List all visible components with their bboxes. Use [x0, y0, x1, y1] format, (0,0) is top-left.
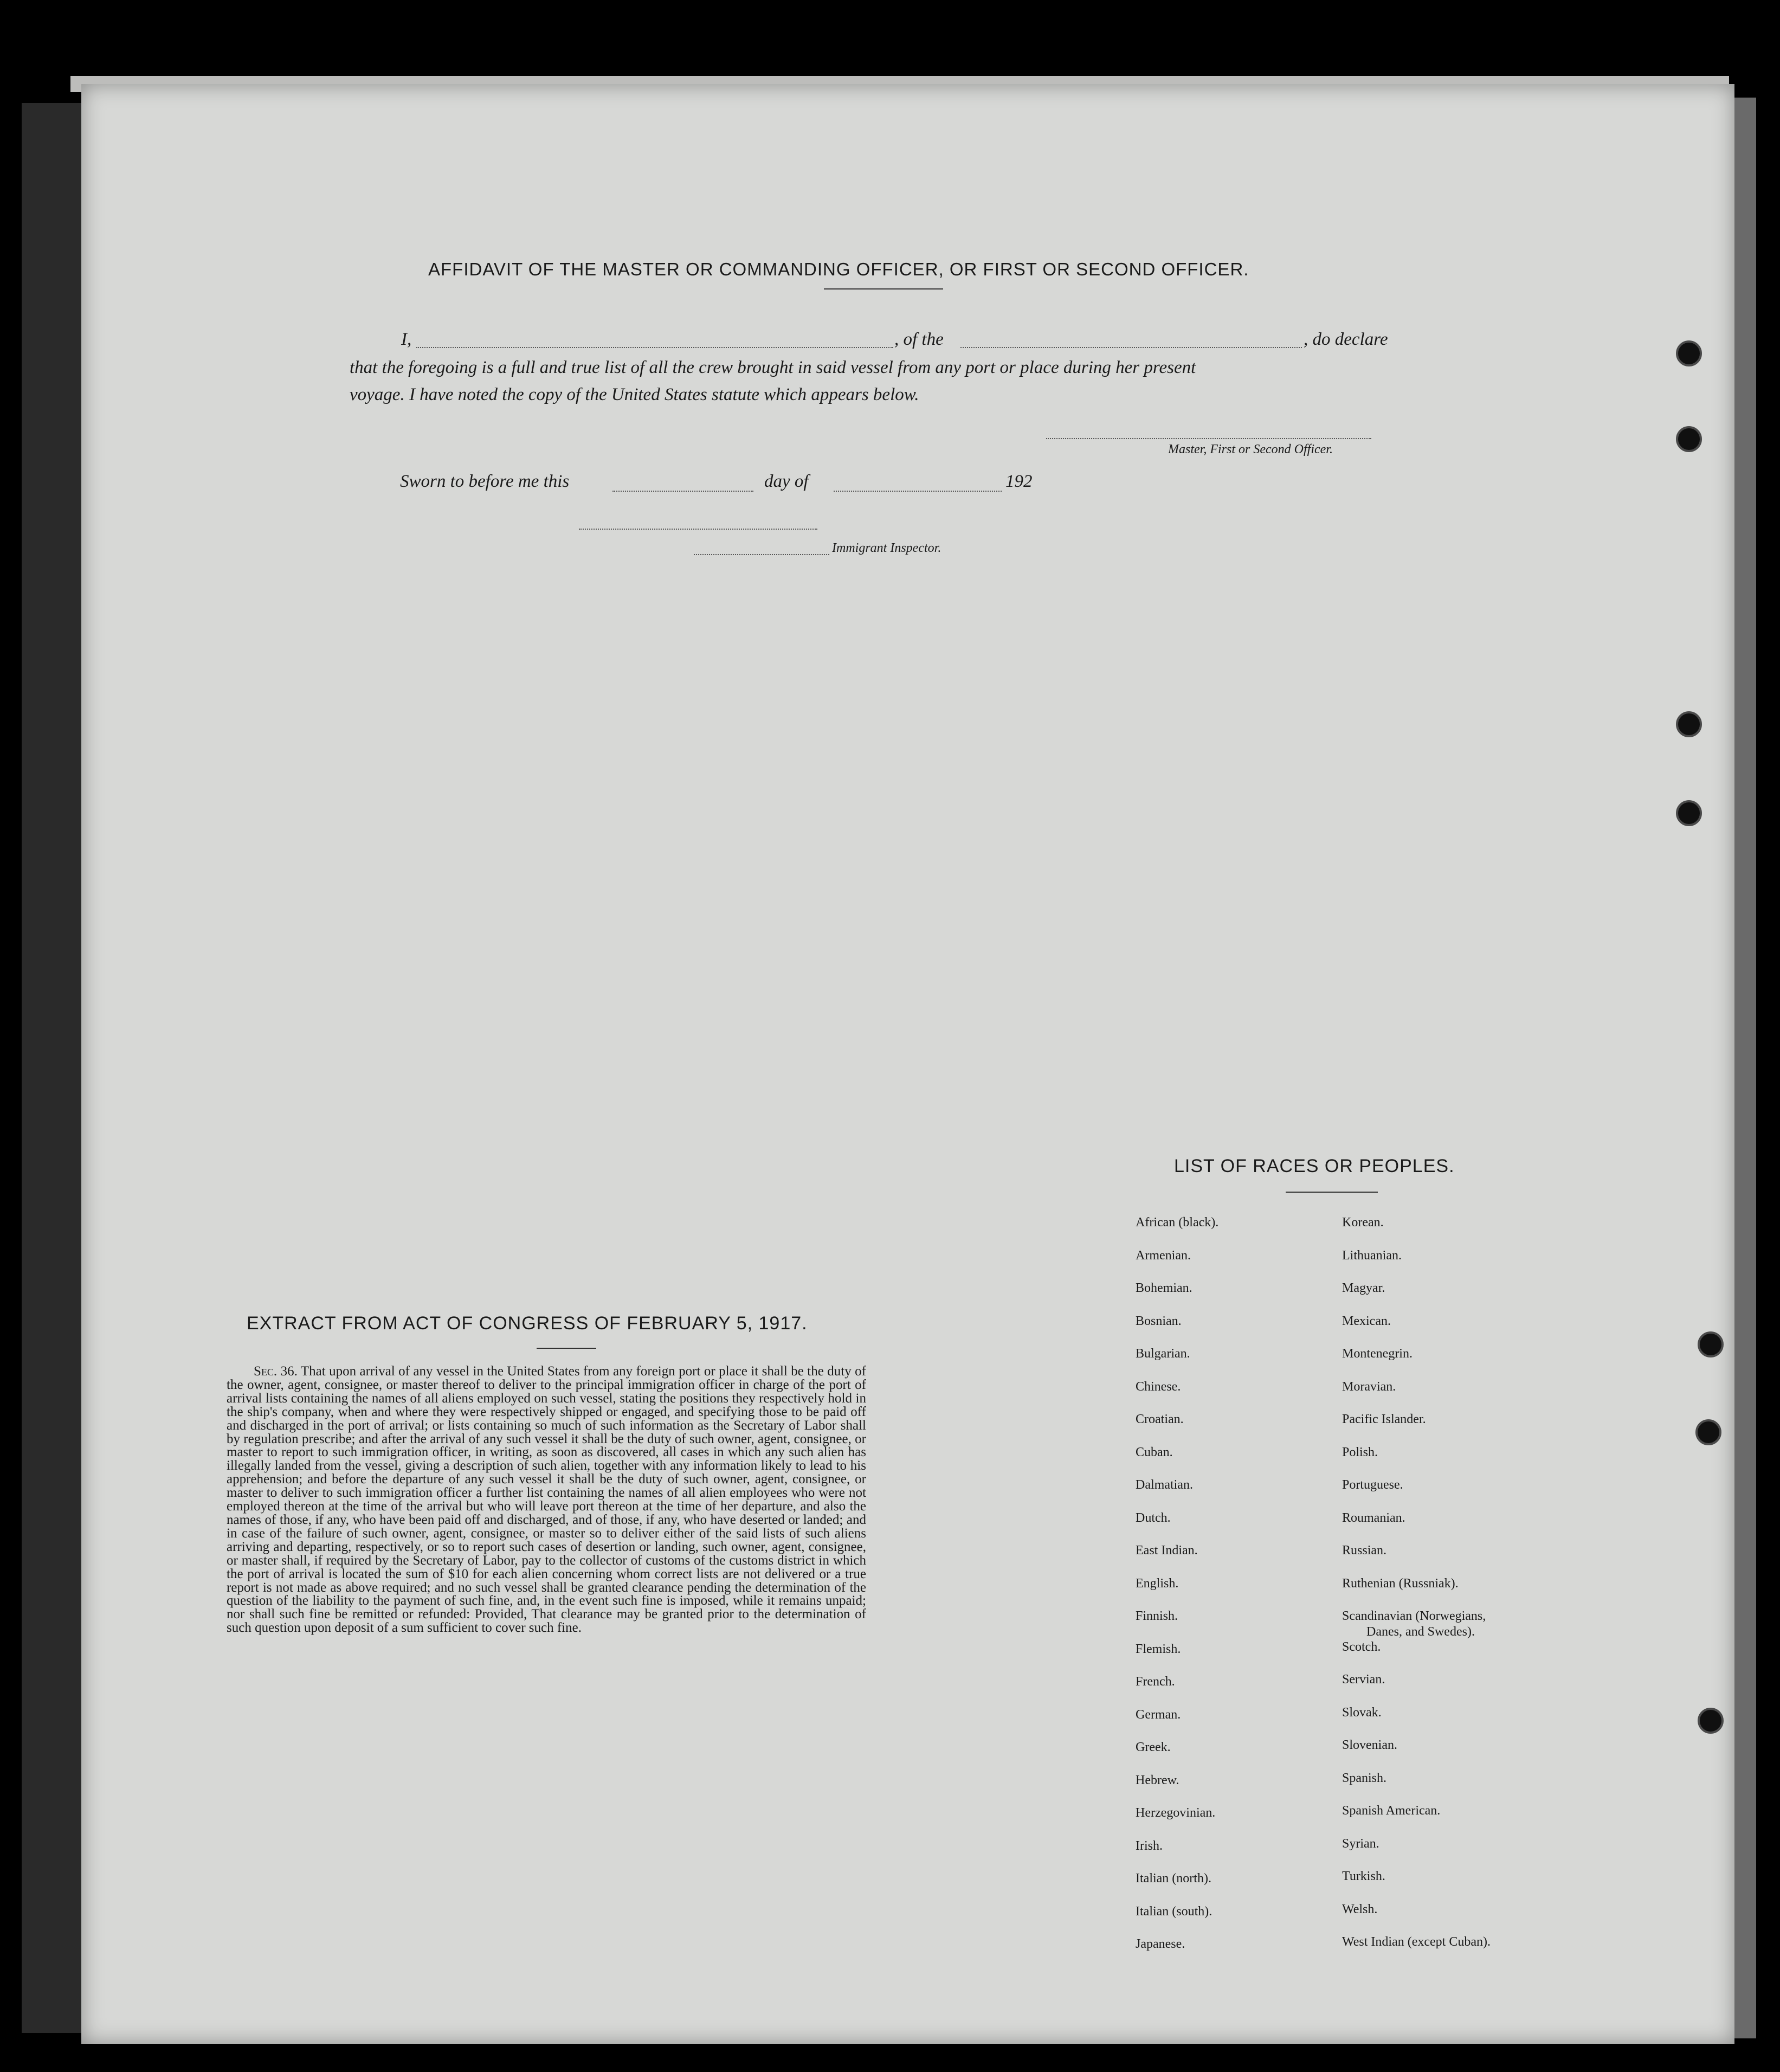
races-right-column	[1342, 1215, 1491, 1968]
race-item: Dutch.	[1136, 1510, 1171, 1525]
race-item: Scotch.	[1342, 1639, 1381, 1654]
race-item: Magyar.	[1342, 1281, 1385, 1295]
binder-hole	[1698, 1331, 1724, 1357]
affidavit-line-3: voyage. I have noted the copy of the United States statute which appears below.	[350, 385, 919, 404]
race-item: Herzegovinian.	[1136, 1806, 1216, 1820]
sworn-day-field[interactable]	[612, 491, 753, 492]
vessel-name-field[interactable]	[960, 347, 1302, 348]
race-item: Italian (south).	[1136, 1904, 1213, 1919]
binder-hole	[1695, 1419, 1721, 1445]
race-item: Armenian.	[1136, 1248, 1191, 1263]
year-label: 192	[1005, 472, 1033, 491]
race-item: Japanese.	[1136, 1937, 1185, 1951]
race-item: Croatian.	[1136, 1412, 1184, 1426]
race-item: Slovak.	[1342, 1705, 1382, 1720]
master-name-field[interactable]	[416, 347, 893, 348]
affidavit-line-2: that the foregoing is a full and true list of all the crew brought in said vessel from any port or place during her present	[350, 358, 1196, 377]
extract-title: EXTRACT FROM ACT OF CONGRESS OF FEBRUARY 5, 1917.	[247, 1313, 808, 1334]
race-item: Finnish.	[1136, 1609, 1178, 1623]
race-item: Welsh.	[1342, 1902, 1378, 1916]
section-36-text	[227, 1365, 866, 1635]
section-label: Sec. 36.	[254, 1364, 298, 1379]
binder-hole	[1676, 426, 1702, 452]
inspector-signature-field[interactable]	[579, 529, 817, 530]
race-item: Korean.	[1342, 1215, 1384, 1230]
affidavit-do-declare: , do declare	[1304, 330, 1388, 349]
race-item: Polish.	[1342, 1445, 1378, 1459]
inspector-signature-field-2[interactable]	[694, 554, 829, 555]
race-item: Hebrew.	[1136, 1773, 1179, 1787]
race-item: Slovenian.	[1342, 1738, 1397, 1752]
race-item: African (black).	[1136, 1215, 1219, 1230]
race-item: Pacific Islander.	[1342, 1412, 1426, 1426]
race-item: Chinese.	[1136, 1379, 1181, 1394]
officer-signature-field[interactable]	[1046, 438, 1371, 439]
race-item: Spanish.	[1342, 1771, 1387, 1785]
race-item: Syrian.	[1342, 1836, 1379, 1851]
race-item: Montenegrin.	[1342, 1347, 1413, 1361]
race-item: German.	[1136, 1707, 1181, 1722]
day-of-label: day of	[764, 472, 809, 491]
race-item: Cuban.	[1136, 1445, 1173, 1459]
race-item: Portuguese.	[1342, 1478, 1403, 1492]
affidavit-of-the: , of the	[894, 330, 944, 349]
race-item: Ruthenian (Russniak).	[1342, 1576, 1459, 1591]
sworn-label: Sworn to before me this	[400, 472, 570, 491]
section-body: That upon arrival of any vessel in the United States from any foreign port or place it shall be the duty of the owner, agent, consignee, or master thereof to deliver to the principal immigration officer in charge of the port of arrival lists containing the names of all aliens employed on such vessel, stating the positions they respectively hold in the ship's company, when and where they were respectively shipped or engaged, and specifying those to be paid off and discharged in the port of arrival; or lists containing so much of such information as the Secretary of Labor shall by regulation prescribe; and after the arrival of any such vessel it shall be the duty of such owner, agent, consignee, or master to report to such immigration officer, in writing, as soon as discovered, all cases in which any such alien has illegally landed from the vessel, giving a description of such alien, together with any information likely to lead to his apprehension; and before the departure of any such vessel it shall be the duty of such owner, agent, consignee, or master to deliver to such immigration officer a further list containing the names of all alien employees who were not employed thereon at the time of the arrival but who will leave port thereon at the time of her departure, and also the names of those, if any, who have been paid off and discharged, and of those, if any, who have deserted or landed; and in case of the failure of such owner, agent, consignee, or master so to deliver either of the said lists of such aliens arriving and departing, respectively, or so to report such cases of desertion or landing, such owner, agent, consignee, or master shall, if required by the Secretary of Labor, pay to the collector of customs of the customs district in which the port of arrival is located the sum of $10 for each alien concerning whom correct lists are not delivered or a true report is not made as above required; and no such vessel shall be granted clearance pending the determination of the question of the liability to the payment of such fine, and, in the event such fine is imposed, while it remains unpaid; nor shall such fine be remitted or refunded: Provided, That clearance may be granted prior to the determination of such question upon deposit of a sum sufficient to cover such fine.	[227, 1364, 866, 1636]
race-item: East Indian.	[1136, 1543, 1198, 1558]
races-title: LIST OF RACES OR PEOPLES.	[1174, 1156, 1455, 1176]
affidavit-title-rule	[824, 288, 943, 289]
binder-hole	[1676, 800, 1702, 826]
race-item: Dalmatian.	[1136, 1478, 1193, 1492]
race-item: Russian.	[1342, 1543, 1387, 1558]
race-item: Flemish.	[1136, 1642, 1181, 1656]
races-title-rule	[1286, 1192, 1378, 1193]
race-item: West Indian (except Cuban).	[1342, 1935, 1491, 1949]
race-item: French.	[1136, 1675, 1175, 1689]
race-item: Bosnian.	[1136, 1314, 1182, 1328]
race-item: Scandinavian (Norwegians,	[1342, 1609, 1486, 1623]
race-item: Spanish American.	[1342, 1804, 1441, 1818]
races-left-column	[1136, 1215, 1218, 1970]
race-item: Danes, and Swedes).	[1366, 1624, 1475, 1639]
paper-edge-right	[1734, 98, 1756, 2038]
race-item: Bulgarian.	[1136, 1347, 1190, 1361]
extract-title-rule	[537, 1348, 596, 1349]
race-item: Roumanian.	[1342, 1510, 1405, 1525]
paper-edge-left	[22, 103, 81, 2033]
race-item: Servian.	[1342, 1672, 1385, 1687]
race-item: Greek.	[1136, 1740, 1171, 1754]
affidavit-i: I,	[401, 330, 412, 349]
race-item: Italian (north).	[1136, 1871, 1211, 1886]
race-item: Bohemian.	[1136, 1281, 1192, 1295]
binder-hole	[1698, 1708, 1724, 1734]
binder-hole	[1676, 340, 1702, 366]
race-item: Moravian.	[1342, 1379, 1396, 1394]
affidavit-title: AFFIDAVIT OF THE MASTER OR COMMANDING OFFICER, OR FIRST OR SECOND OFFICER.	[428, 259, 1249, 279]
inspector-caption: Immigrant Inspector.	[832, 541, 941, 555]
officer-signature-caption: Master, First or Second Officer.	[1168, 442, 1333, 456]
race-item: Lithuanian.	[1342, 1248, 1402, 1263]
race-item: Mexican.	[1342, 1314, 1391, 1328]
sworn-month-field[interactable]	[834, 491, 1002, 492]
binder-hole	[1676, 711, 1702, 737]
race-item: Turkish.	[1342, 1869, 1385, 1883]
race-item: Irish.	[1136, 1838, 1163, 1853]
race-item: English.	[1136, 1576, 1179, 1591]
